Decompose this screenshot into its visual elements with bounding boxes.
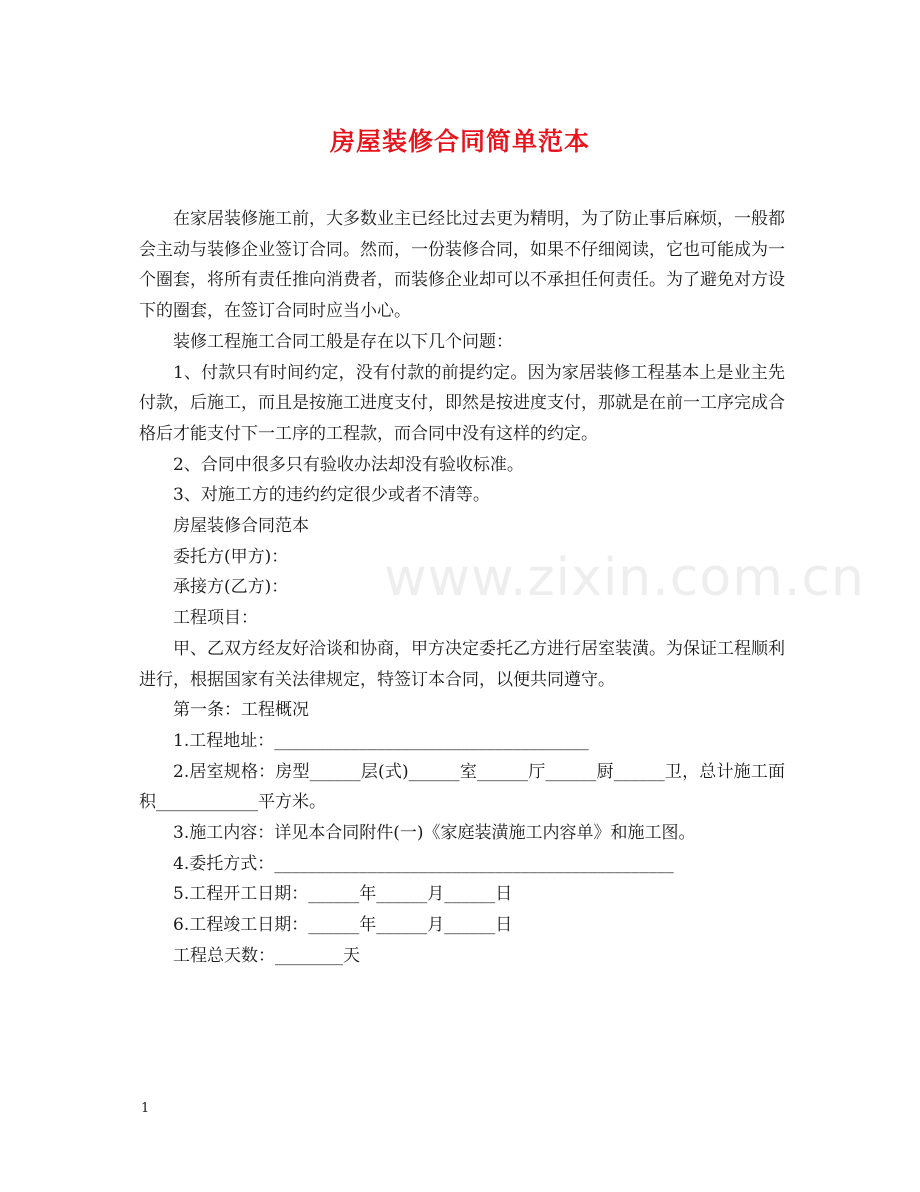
paragraph-party-a: 委托方(甲方)： <box>173 546 289 567</box>
paragraph-room-spec: 2.居室规格：房型______层(式)______室______厅______厨______卫，总计施工面积____________平方米。 <box>139 761 785 813</box>
paragraph-start-date: 5.工程开工日期：______年______月______日 <box>173 884 513 905</box>
paragraph-intro: 在家居装修施工前，大多数业主已经比过去更为精明，为了防止事后麻烦，一般都会主动与装修企业签订合同。然而，一份装修合同，如果不仔细阅读，它也可能成为一个圈套，将所有责任推向消费者，而装修企业却可以不承担任何责任。为了避免对方设下的圈套，在签订合同时应当小心。 <box>139 209 785 322</box>
page-number: 1 <box>141 1101 150 1116</box>
paragraph-problem-3: 3、对施工方的违约约定很少或者不清等。 <box>173 485 490 506</box>
paragraph-method: 4.委托方式：_______________________________________________ <box>173 853 674 874</box>
document-title: 房屋装修合同简单范本 <box>329 127 590 156</box>
paragraph-project: 工程项目： <box>173 608 258 629</box>
paragraph-problems-heading: 装修工程施工合同工般是存在以下几个问题： <box>173 331 513 352</box>
paragraph-problem-1: 1、付款只有时间约定，没有付款的前提约定。因为家居装修工程基本上是业主先付款，后施工，而且是按施工进度支付，即然是按进度支付，那就是在前一工序完成合格后才能支付下一工序的工程款，而合同中没有这样的约定。 <box>139 362 785 444</box>
paragraph-article-1: 第一条：工程概况 <box>173 700 309 721</box>
paragraph-end-date: 6.工程竣工日期：______年______月______日 <box>173 915 513 936</box>
paragraph-agreement: 甲、乙双方经友好洽谈和协商，甲方决定委托乙方进行居室装潢。为保证工程顺利进行，根据国家有关法律规定，特签订本合同，以便共同遵守。 <box>139 638 785 690</box>
paragraph-address: 1.工程地址：_____________________________________ <box>173 730 589 751</box>
watermark: www.zixin.com.cn <box>384 548 865 608</box>
paragraph-contract-title: 房屋装修合同范本 <box>173 516 309 537</box>
paragraph-total-days: 工程总天数：________天 <box>173 945 360 966</box>
paragraph-content: 3.施工内容：详见本合同附件(一)《家庭装潢施工内容单》和施工图。 <box>173 823 696 844</box>
paragraph-problem-2: 2、合同中很多只有验收办法却没有验收标准。 <box>173 454 524 475</box>
paragraph-party-b: 承接方(乙方)： <box>173 577 289 598</box>
